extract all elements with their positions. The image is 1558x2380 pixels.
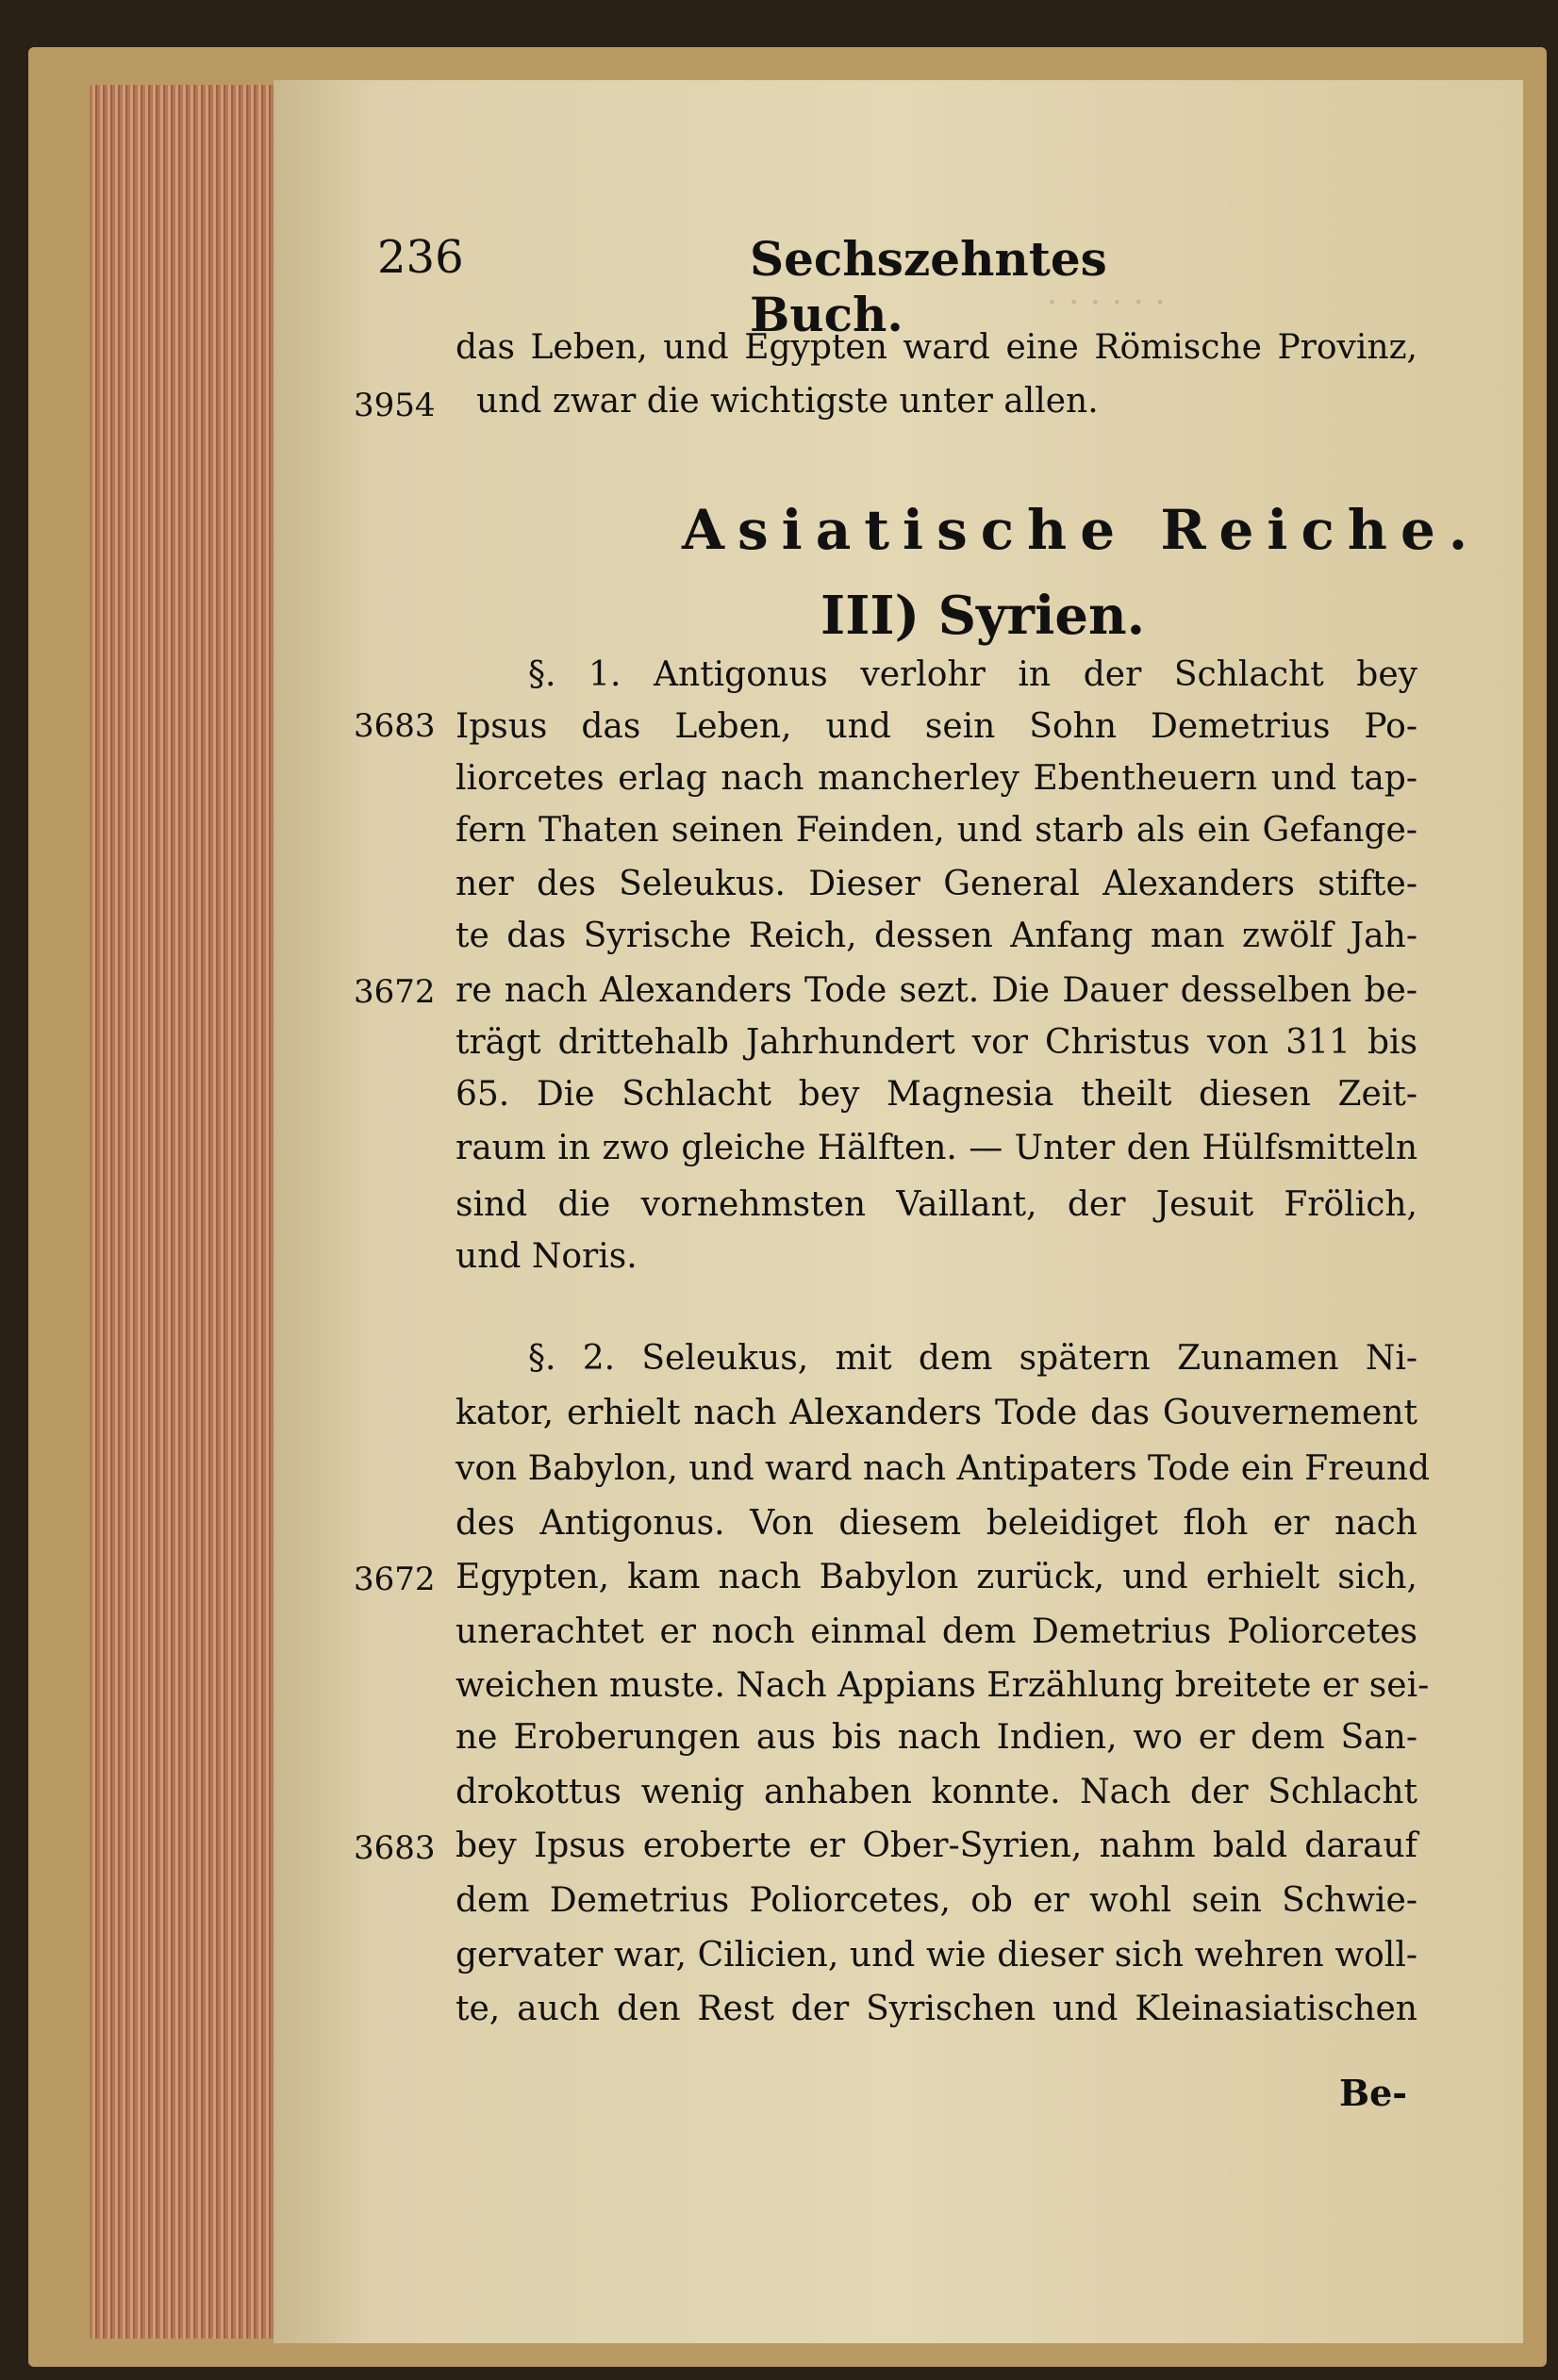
text-line: dem Demetrius Poliorcetes, ob er wohl sein Schwie-	[456, 1881, 1417, 1920]
text-line: und zwar die wichtigste unter allen.	[476, 382, 1099, 421]
margin-year: 3954	[354, 387, 436, 424]
text-line: Egypten, kam nach Babylon zurück, und erhielt sich,	[456, 1558, 1417, 1596]
margin-year: 3672	[354, 1561, 436, 1598]
text-line: bey Ipsus eroberte er Ober-Syrien, nahm bald darauf	[456, 1826, 1417, 1865]
text-line: Ipsus das Leben, und sein Sohn Demetrius Po-	[456, 707, 1417, 746]
text-line: das Leben, und Egypten ward eine Römische Provinz,	[456, 328, 1417, 367]
running-head: Sechszehntes Buch.	[750, 231, 1107, 342]
page-header	[377, 222, 1226, 342]
text-line: §. 2. Seleukus, mit dem spätern Zunamen Ni-	[528, 1339, 1417, 1378]
section-title: Asiatische Reiche.	[682, 498, 1482, 562]
text-line: re nach Alexanders Tode sezt. Die Dauer desselben be-	[456, 971, 1417, 1010]
text-line: §. 1. Antigonus verlohr in der Schlacht bey	[528, 655, 1417, 694]
page-edges	[90, 85, 283, 2339]
text-line: ne Eroberungen aus bis nach Indien, wo er dem San-	[456, 1718, 1417, 1757]
text-line: weichen muste. Nach Appians Erzählung breitete er sei-	[456, 1666, 1430, 1705]
margin-year: 3683	[354, 707, 436, 745]
text-line: kator, erhielt nach Alexanders Tode das Gouvernement	[456, 1394, 1417, 1432]
text-line: te das Syrische Reich, dessen Anfang man zwölf Jah-	[456, 917, 1417, 955]
text-line: liorcetes erlag nach mancherley Ebentheuern und tap-	[456, 759, 1417, 798]
margin-year: 3672	[354, 973, 436, 1011]
bleed-through: . . . . . .	[1047, 273, 1166, 312]
text-line: von Babylon, und ward nach Antipaters Tode ein Freund	[456, 1449, 1431, 1488]
text-line: sind die vornehmsten Vaillant, der Jesuit Frölich,	[456, 1185, 1417, 1224]
page-number: 236	[377, 231, 464, 284]
text-line: 65. Die Schlacht bey Magnesia theilt diesen Zeit-	[456, 1075, 1417, 1114]
margin-year: 3683	[354, 1829, 436, 1867]
text-line: gervater war, Cilicien, und wie dieser sich wehren woll-	[456, 1936, 1417, 1975]
text-line: und Noris.	[456, 1237, 638, 1276]
catchword: Be-	[1339, 2072, 1408, 2114]
text-line: drokottus wenig anhaben konnte. Nach der Schlacht	[456, 1773, 1417, 1811]
text-line: unerachtet er noch einmal dem Demetrius Poliorcetes	[456, 1612, 1417, 1651]
text-line: des Antigonus. Von diesem beleidiget floh er nach	[456, 1504, 1417, 1543]
text-line: fern Thaten seinen Feinden, und starb als ein Gefange-	[456, 811, 1417, 850]
text-line: raum in zwo gleiche Hälften. — Unter den Hülfsmitteln	[456, 1129, 1417, 1167]
text-line: trägt drittehalb Jahrhundert vor Christus von 311 bis	[456, 1023, 1417, 1062]
text-line: te, auch den Rest der Syrischen und Kleinasiatischen	[456, 1990, 1417, 2028]
text-line: ner des Seleukus. Dieser General Alexanders stifte-	[456, 865, 1417, 903]
subsection-title: III) Syrien.	[820, 585, 1146, 647]
